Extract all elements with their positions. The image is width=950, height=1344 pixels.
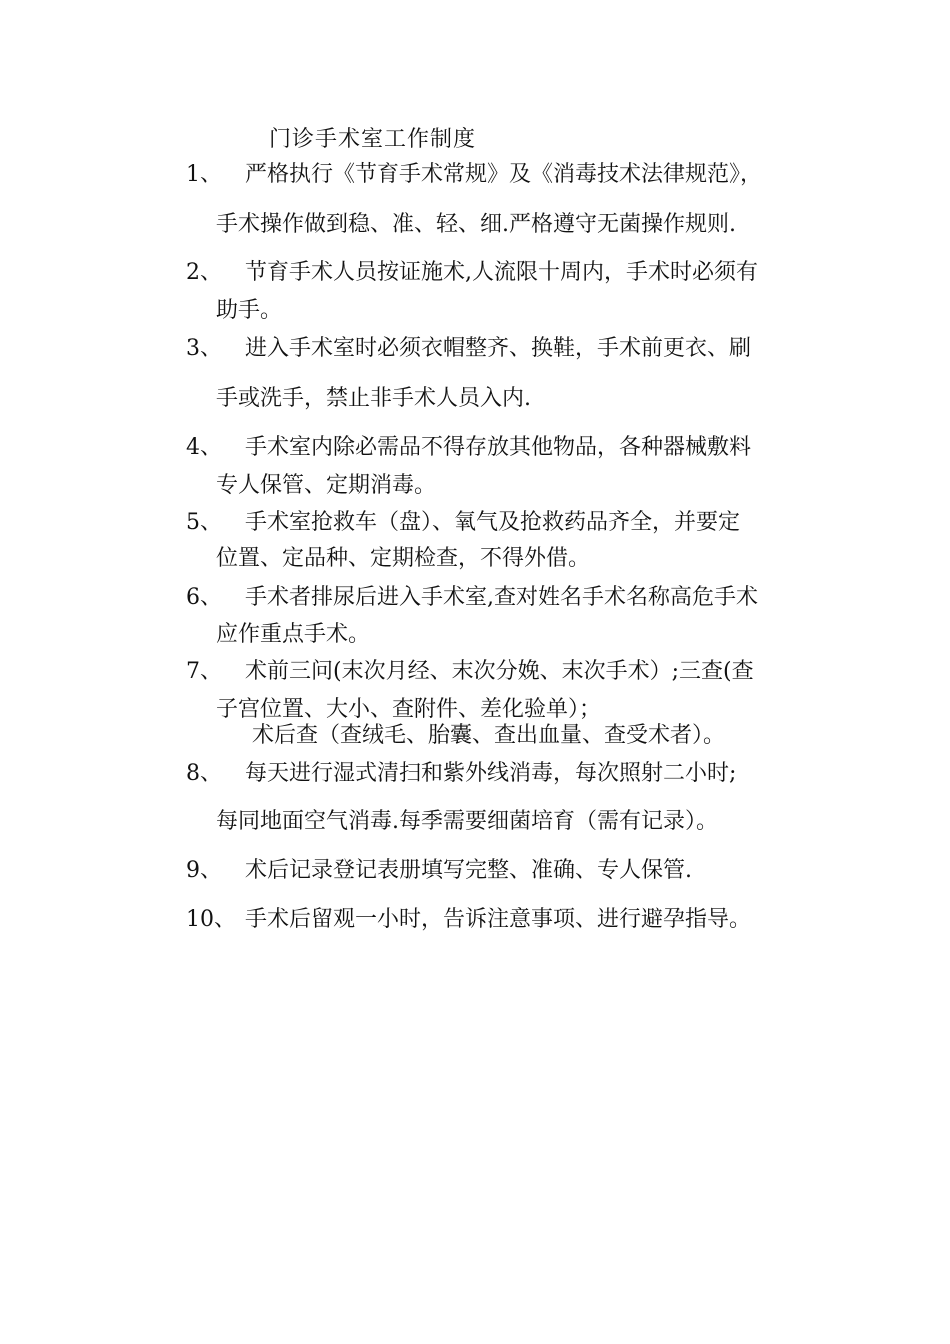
item-number-1: 1、 [186,162,222,187]
item-number-7: 7、 [186,659,222,684]
item-number-10: 10、 [186,907,236,932]
item-7-line-1: 术前三问(末次月经、末次分娩、末次手术）;三查(查 [245,659,754,684]
item-8-line-2: 每同地面空气消毒.每季需要细菌培育（需有记录）。 [216,809,718,834]
item-number-8: 8、 [186,761,222,786]
item-6-line-2: 应作重点手术。 [216,622,371,647]
item-number-9: 9、 [186,858,222,883]
item-number-5: 5、 [186,510,222,535]
item-number-3: 3、 [186,336,222,361]
item-5-line-2: 位置、定品种、定期检查，不得外借。 [216,546,591,571]
document-title: 门诊手术室工作制度 [269,127,477,152]
item-10-line-1: 手术后留观一小时，告诉注意事项、进行避孕指导。 [245,907,752,932]
item-7-line-3: 术后查（查绒毛、胎囊、查出血量、查受术者）。 [252,723,726,748]
item-5-line-1: 手术室抢救车（盘）、氧气及抢救药品齐全，并要定 [245,510,741,535]
item-1-line-2: 手术操作做到稳、准、轻、细.严格遵守无菌操作规则. [216,212,736,237]
item-7-line-2: 子宫位置、大小、查附件、差化验单）； [216,697,602,722]
item-3-line-2: 手或洗手，禁止非手术人员入内. [216,386,531,411]
item-2-line-1: 节育手术人员按证施术,人流限十周内，手术时必须有 [245,260,758,285]
item-8-line-1: 每天进行湿式清扫和紫外线消毒，每次照射二小时; [245,761,737,786]
item-number-6: 6、 [186,585,222,610]
item-4-line-2: 专人保管、定期消毒。 [216,473,437,498]
item-9-line-1: 术后记录登记表册填写完整、准确、专人保管. [245,858,692,883]
item-3-line-1: 进入手术室时必须衣帽整齐、换鞋，手术前更衣、刷 [245,336,752,361]
item-6-line-1: 手术者排尿后进入手术室,查对姓名手术名称高危手术 [245,585,758,610]
item-4-line-1: 手术室内除必需品不得存放其他物品，各种器械敷料 [245,435,752,460]
item-2-line-2: 助手。 [216,298,283,323]
item-number-4: 4、 [186,435,222,460]
item-number-2: 2、 [186,260,222,285]
item-1-line-1: 严格执行《节育手术常规》及《消毒技术法律规范》， [245,162,763,187]
